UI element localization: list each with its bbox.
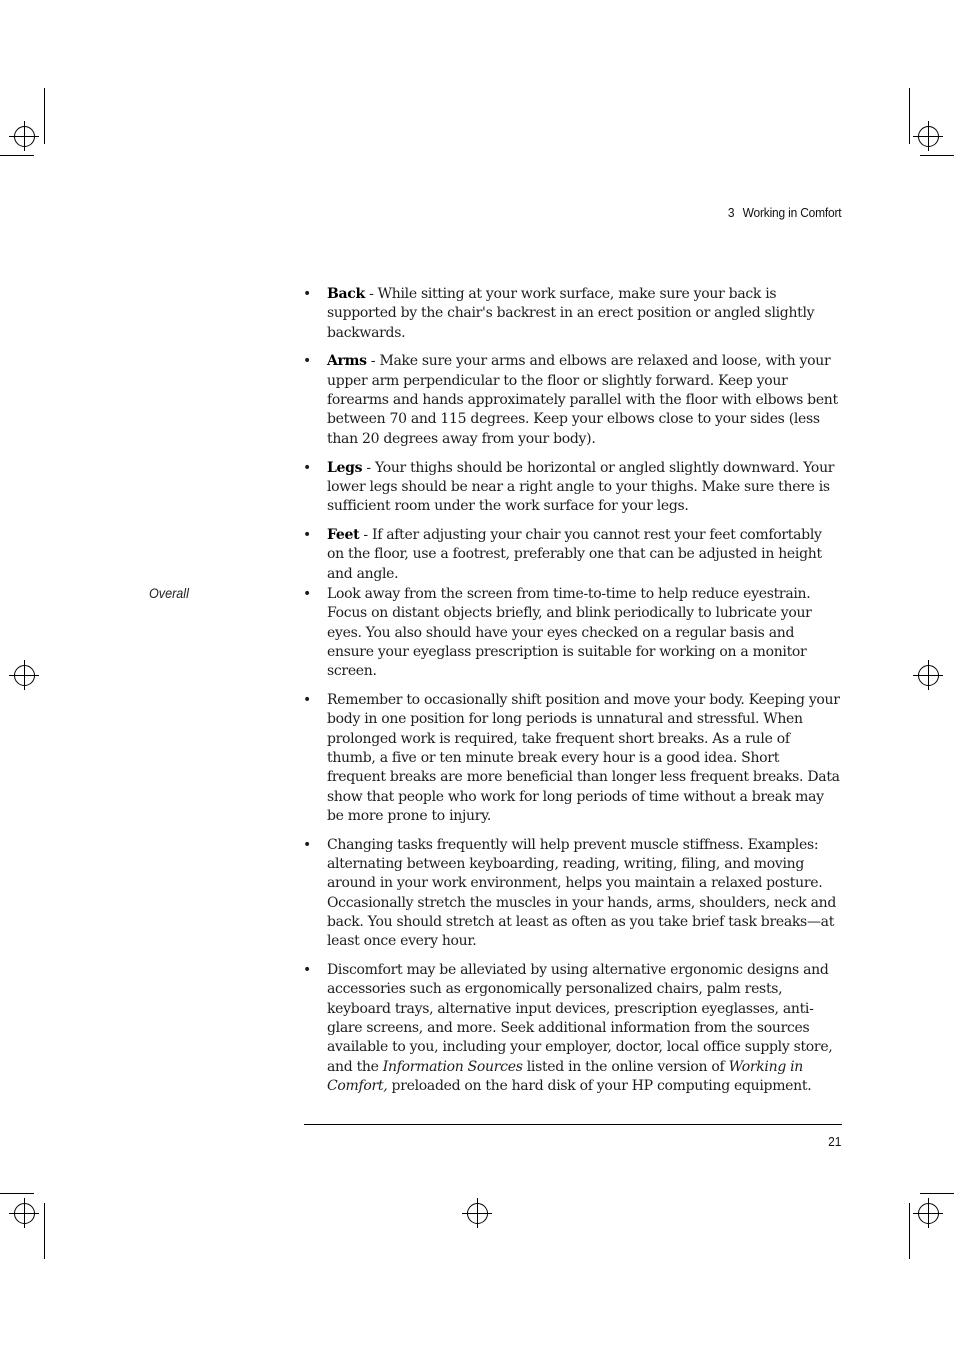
item-text: - If after adjusting your chair you cannot rest your feet comfortably on the floor, use a footrest, preferably one that can be adjusted in height and angle.	[327, 527, 822, 582]
item-text: - Make sure your arms and elbows are relaxed and loose, with your upper arm perpendicular to the floor or slightly forward. Keep your forearms and hands approximately parallel with the floor with elbows bent between 70 and 115 degrees. Keep your elbows close to your sides (less than 20 degrees away from your body).	[327, 353, 838, 447]
italic-title: Working in Comfort,	[327, 1058, 804, 1094]
crop-line-top-left-vertical	[44, 88, 45, 144]
item-text: - While sitting at your work surface, make sure your back is supported by the chair's backrest in an erect position or angled slightly backwards.	[327, 286, 815, 341]
section-label-overall: Overall	[149, 585, 189, 601]
item-term: Back	[327, 286, 365, 302]
list-item-discomfort	[327, 961, 841, 1096]
page-number: 21	[827, 1134, 841, 1149]
list-item-arms	[327, 352, 841, 448]
list-item-feet	[327, 526, 841, 584]
chapter-title: Working in Comfort	[742, 205, 841, 220]
registration-mark-top-right	[913, 121, 943, 151]
registration-mark-bottom-right	[913, 1198, 943, 1228]
list-item-breaks: • Remember to occasionally shift position and move your body. Keeping your body in one position for long periods is unnatural and stressful. When prolonged work is required, take frequent short breaks. As a rule of thumb, a five or ten minute break every hour is a good idea. Short frequent breaks are more beneficial than longer less frequent breaks. Data show that people who work for long periods of time without a break may be more prone to injury.	[327, 691, 841, 826]
chapter-number: 3	[727, 205, 734, 220]
registration-mark-top-left	[9, 121, 39, 151]
running-header	[727, 205, 841, 220]
crop-line-top-right-vertical	[909, 88, 910, 144]
item-text: listed in the online version of	[522, 1058, 729, 1075]
crop-line-top-left-horizontal	[0, 155, 34, 156]
crop-line-bottom-right-horizontal	[920, 1193, 954, 1194]
overall-list	[327, 585, 841, 1106]
crop-line-bottom-left-vertical	[44, 1203, 45, 1259]
item-term: Legs	[327, 459, 363, 476]
item-text: - Your thighs should be horizontal or angled slightly downward. Your lower legs should be near a right angle to your thighs. Make sure there is sufficient room under the work surface for your legs.	[327, 459, 835, 515]
crop-line-top-right-horizontal	[920, 155, 954, 156]
registration-mark-bottom-left	[9, 1198, 39, 1228]
footer-rule	[304, 1124, 842, 1125]
list-item-eyestrain: • Look away from the screen from time-to-time to help reduce eyestrain. Focus on distant objects briefly, and blink periodically to lubricate your eyes. You also should have your eyes checked on a regular basis and ensure your eyeglass prescription is suitable for working on a monitor screen.	[327, 585, 841, 681]
crop-line-bottom-left-horizontal	[0, 1193, 34, 1194]
item-term: Feet	[327, 527, 360, 544]
item-text: preloaded on the hard disk of your HP computing equipment.	[387, 1077, 812, 1094]
list-item-legs	[327, 459, 841, 517]
posture-list	[327, 285, 841, 594]
crop-line-bottom-right-vertical	[909, 1203, 910, 1259]
item-text: Discomfort may be alleviated by using alternative ergonomic designs and accessories such as ergonomically personalized chairs, palm rests, keyboard trays, alternative input devices, prescription eyeglasses, anti-glare screens, and more. Seek additional information from the sources available to you, including your employer, doctor, local office supply store, and the	[327, 962, 833, 1075]
italic-title: Information Sources	[382, 1058, 523, 1075]
item-term: Arms	[327, 353, 367, 370]
list-item-back	[327, 285, 841, 343]
registration-mark-bottom-center	[462, 1198, 492, 1228]
registration-mark-mid-right	[913, 660, 943, 690]
list-item-changing-tasks: • Changing tasks frequently will help prevent muscle stiffness. Examples: alternating between keyboarding, reading, writing, filing, and moving around in your work environment, helps you maintain a relaxed posture. Occasionally stretch the muscles in your hands, arms, shoulders, neck and back. You should stretch at least as often as you take brief task breaks—at least once every hour.	[327, 836, 841, 952]
registration-mark-mid-left	[9, 660, 39, 690]
